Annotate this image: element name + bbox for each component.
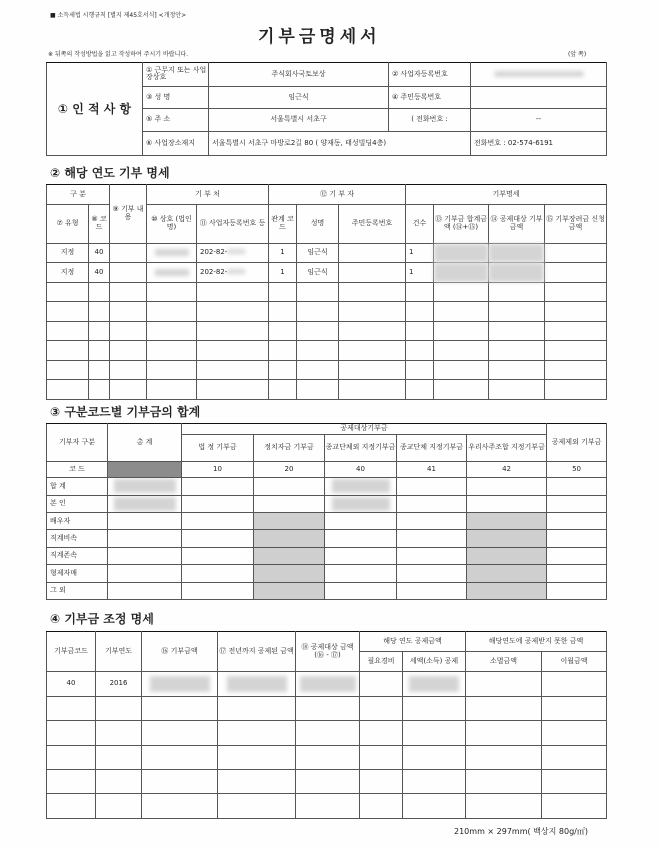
h-adj-carry: 이월금액 [542, 652, 607, 672]
personal-info-table [46, 62, 607, 156]
h-count: 건수 [406, 204, 434, 243]
instruction-note: ※ 뒤쪽의 작성방법을 읽고 작성하여 주시기 바랍니다. [48, 51, 189, 58]
h-apply: ⑮ 기부장려금 신청 금액 [545, 204, 607, 243]
h-adj-not-deducted: 해당연도에 공제받지 못한 금액 [466, 632, 607, 652]
table-row: 지정 40 202-82-0000 1 임근식 1 [47, 243, 607, 263]
page-side: (앞 쪽) [568, 51, 587, 58]
table-row: 합 계 [47, 478, 607, 495]
h-adj-expired: 소멸금액 [466, 652, 542, 672]
h-code: ⑧ 코드 [89, 204, 110, 243]
address-label: ⑤ 주 소 [143, 108, 209, 132]
h-donor: ⑫ 기 부 자 [269, 185, 406, 205]
h-adj-this-year: 해당 연도 공제금액 [360, 632, 466, 652]
h-detail: 기부명세 [406, 185, 607, 205]
section2-heading: ② 해당 연도 기부 명세 [50, 166, 170, 180]
bizaddr-label: ⑥ 사업장소재지 [143, 132, 209, 156]
bizaddr-phone: 전화번호 : 02-574-6191 [471, 132, 607, 156]
rrn-label: ④ 주민등록번호 [389, 86, 471, 108]
h-grand-total: 총 계 [108, 424, 182, 462]
bizno-label: ② 사업자등록번호 [389, 63, 471, 87]
address-value: 서울특별시 서초구 [209, 108, 389, 132]
h-relation: 관계 코드 [269, 204, 297, 243]
h-total: ⑬ 기부금 합계금액 (⑭+⑮) [434, 204, 489, 243]
donation-detail-table [46, 184, 607, 400]
table-row: 형제자매 [47, 565, 607, 582]
h-donee-name: ⑩ 상호 (법인명) [147, 204, 197, 243]
h-donor-type: 기부자 구분 [47, 424, 108, 462]
h-type: ⑦ 유형 [47, 204, 89, 243]
rrn-value [471, 86, 607, 108]
table-row: 배우자 [47, 512, 607, 529]
h-col-41: 종교단체 지정기부금 [397, 435, 467, 462]
h-rrn: 주민등록번호 [339, 204, 406, 243]
h-adj-tax-credit: 세액(소득) 공제 [403, 652, 466, 672]
h-adj-necessary: 필요경비 [360, 652, 403, 672]
workplace-value: 주식회사국토보상 [209, 63, 389, 87]
table-row: 직계존속 [47, 547, 607, 564]
code-totals-table [46, 423, 607, 600]
h-donee-bizno: ⑪ 사업자등록번호 등 [197, 204, 269, 243]
section4-heading: ④ 기부금 조정 명세 [50, 612, 154, 626]
page-title: 기부금명세서 [258, 27, 381, 47]
address-phone-value: -- [471, 108, 607, 132]
workplace-label: ① 근무지 또는 사업장상호 [143, 63, 209, 87]
h-adj-target: ⑱ 공제대상 금액 (⑯ - ⑰) [296, 632, 360, 672]
h-col-42: 우리사주조합 지정기부금 [467, 435, 547, 462]
bizaddr-value: 서울특별시 서초구 마방로2길 80 ( 양재동, 태성빌딩4층) [209, 132, 471, 156]
address-phone-label: ( 전화번호 : [389, 108, 471, 132]
code-row: 코 드 10 20 40 41 42 50 [47, 461, 607, 477]
h-donee: 기 부 처 [147, 185, 269, 205]
table-row: 40 2016 [47, 672, 607, 696]
h-col-20: 정치자금 기부금 [254, 435, 325, 462]
h-deductible: 공제대상기부금 [182, 424, 547, 435]
h-col-40: 종교단체외 지정기부금 [325, 435, 397, 462]
bizno-value [471, 63, 607, 87]
h-adj-year: 기부연도 [96, 632, 142, 672]
paper-spec: 210mm × 297mm( 백상지 80g/㎡) [454, 827, 588, 836]
law-reference: ■ 소득세법 시행규칙 [별지 제45호서식] <개정안> [50, 12, 187, 19]
h-adj-code: 기부금코드 [47, 632, 96, 672]
h-nondeductible: 공제제외 기부금 [547, 424, 607, 462]
h-adj-prev: ⑰ 전년까지 공제된 금액 [218, 632, 296, 672]
section3-heading: ③ 구분코드별 기부금의 합계 [50, 405, 201, 419]
h-category: 구 분 [47, 185, 110, 205]
h-content: ⑨ 기부 내용 [110, 185, 147, 244]
h-deduct: ⑭ 공제대상 기부금액 [489, 204, 545, 243]
h-col-10: 법 정 기부금 [182, 435, 254, 462]
table-row: 지정 40 202-82-0000 1 임근식 1 [47, 263, 607, 283]
h-name: 성명 [297, 204, 339, 243]
h-adj-amount: ⑯ 기부금액 [142, 632, 218, 672]
name-label: ③ 성 명 [143, 86, 209, 108]
adjustment-table [46, 631, 607, 819]
name-value: 임근식 [209, 86, 389, 108]
section1-heading: ① 인 적 사 항 [47, 63, 143, 156]
table-row: 직계비속 [47, 530, 607, 547]
table-row: 그 외 [47, 582, 607, 599]
table-row: 본 인 [47, 495, 607, 512]
